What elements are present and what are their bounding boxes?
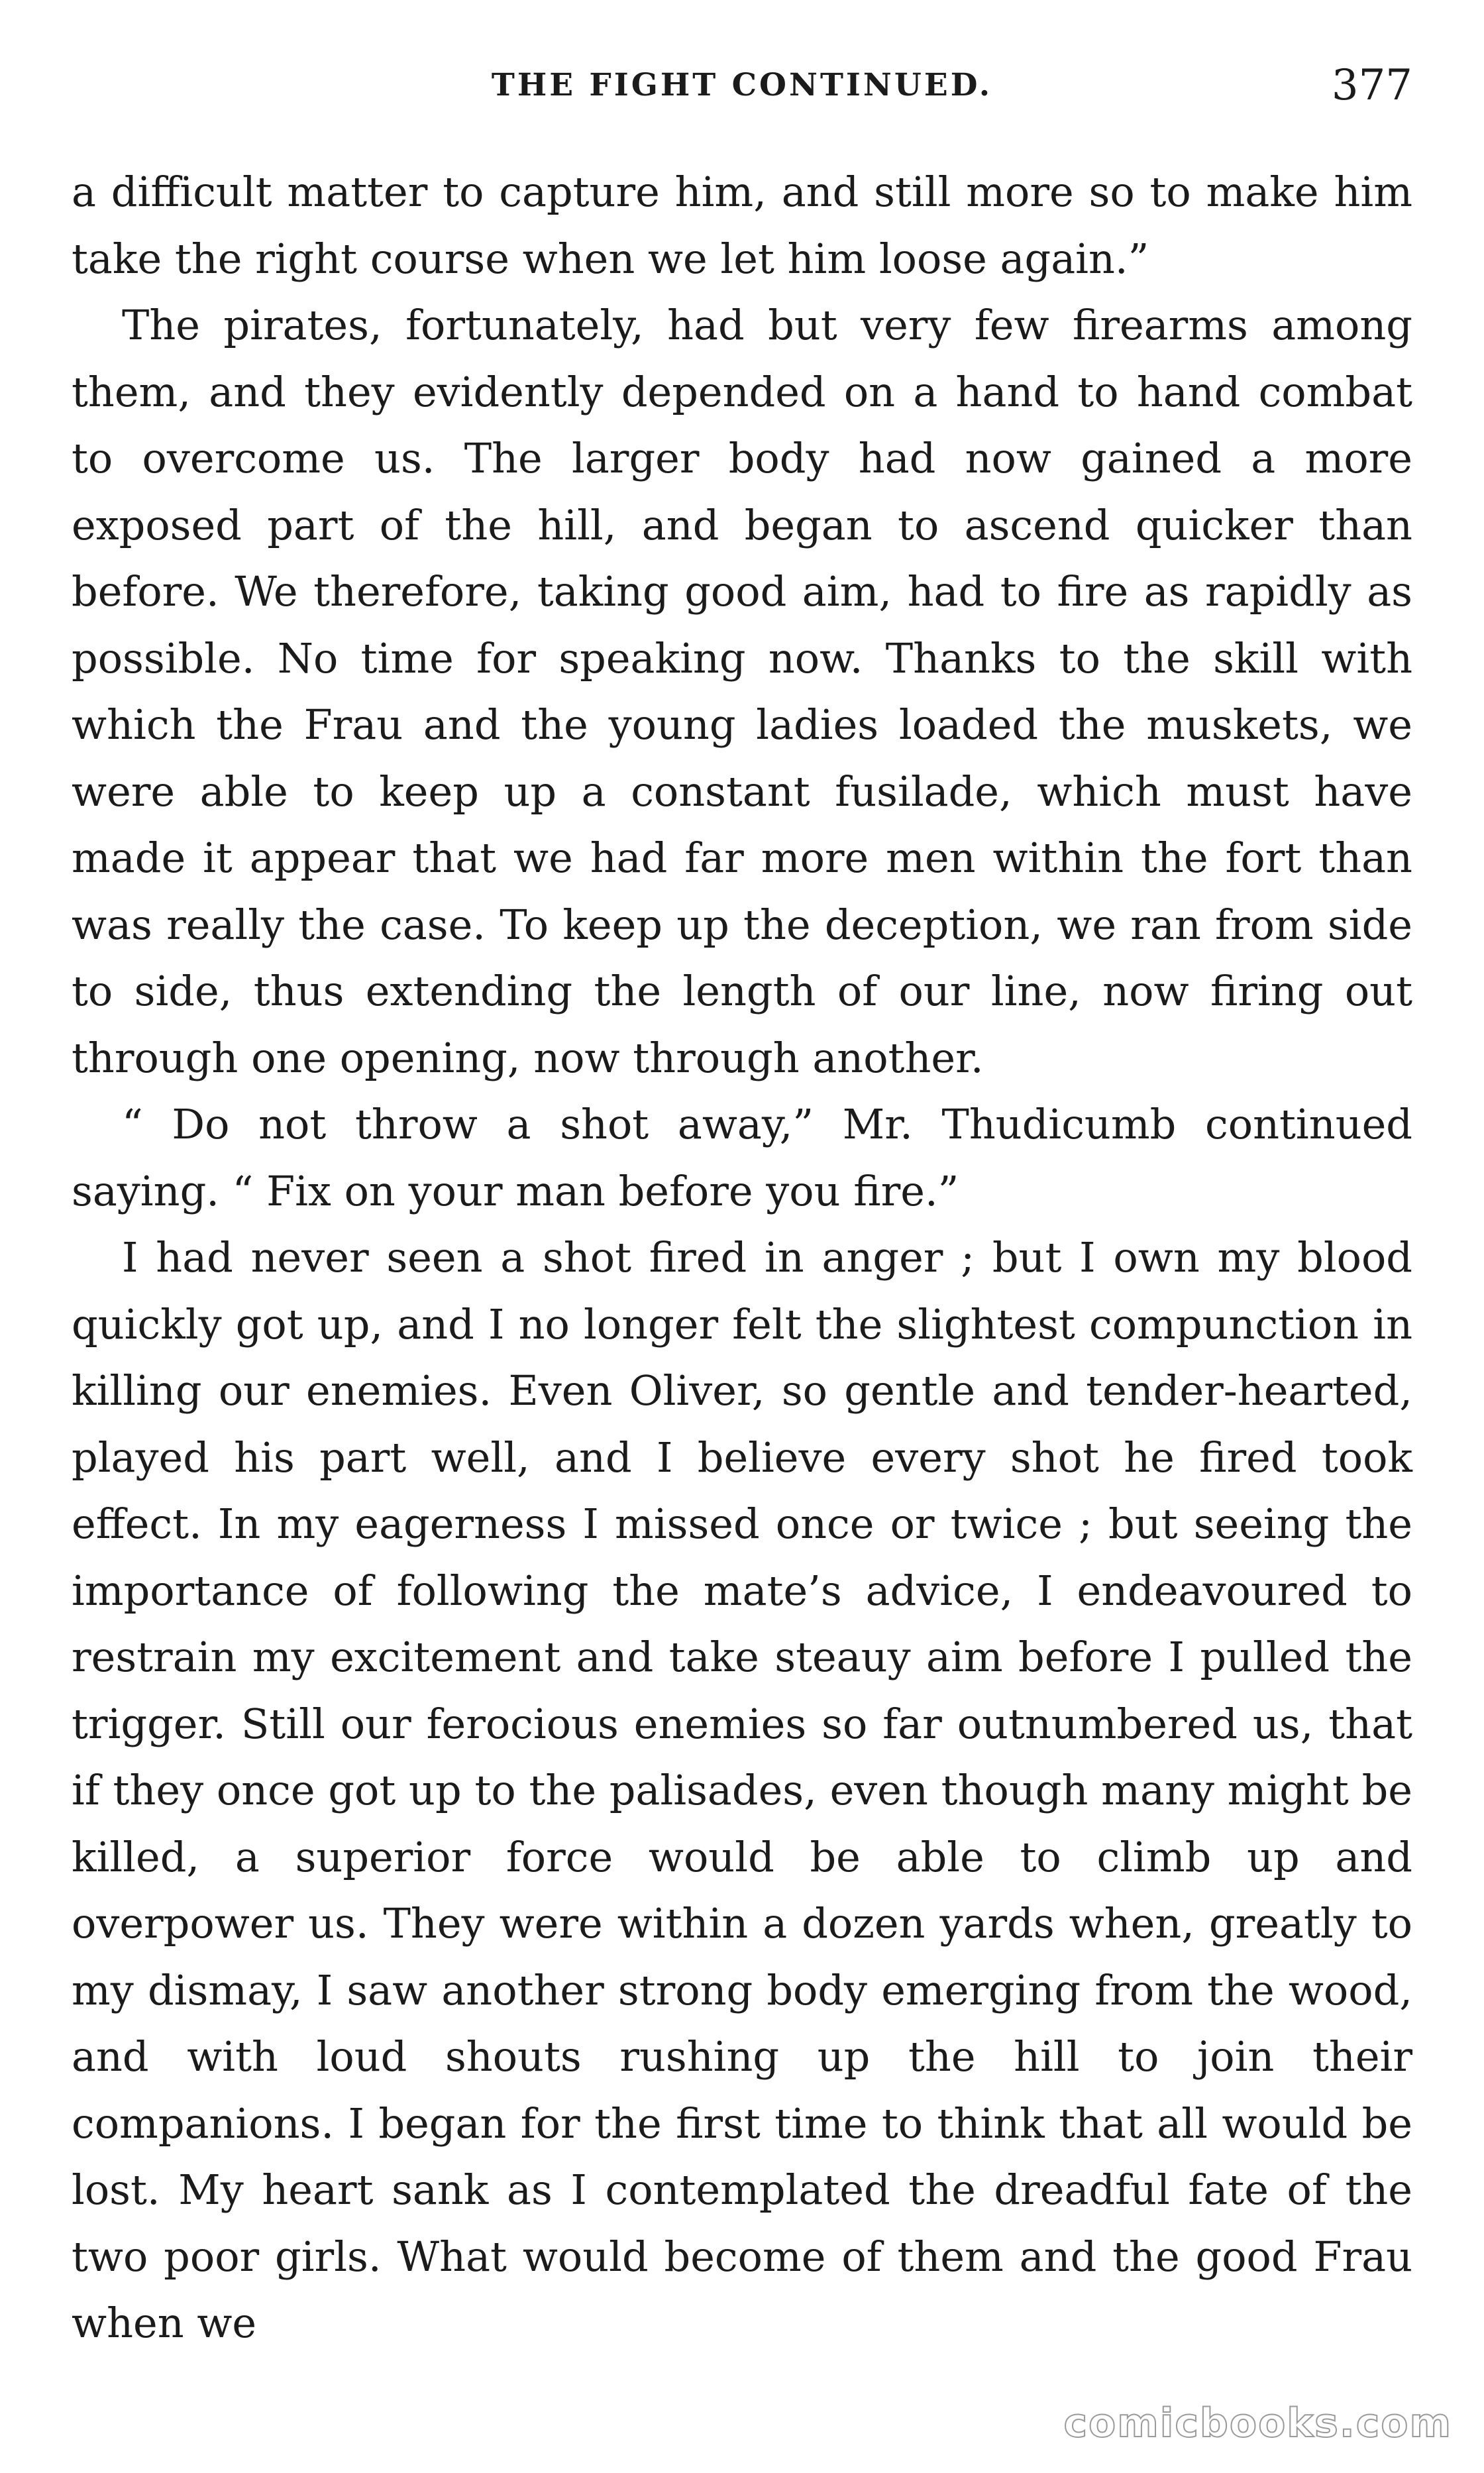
page-number: 377 xyxy=(1331,61,1412,110)
paragraph: “ Do not throw a shot away,” Mr. Thudicumb continued saying. “ Fix on your man before you fire.” xyxy=(72,1100,1412,1215)
paragraph: The pirates, fortunately, had but very few firearms among them, and they evidently depended on a hand to hand combat to overcome us. The larger body had now gained a more exposed part of the hill, and began to ascend quicker than before. We therefore, taking good aim, had to fire as rapidly as possible. No time for speaking now. Thanks to the skill with which the Frau and the young ladies loaded the muskets, we were able to keep up a constant fusilade, which must have made it appear that we had far more men within the fort than was really the case. To keep up the deception, we ran from side to side, thus extending the length of our line, now firing out through one opening, now through another. xyxy=(72,301,1412,1082)
page-header xyxy=(72,56,1412,115)
paragraph-continuation: a difficult matter to capture him, and still more so to make him take the right course when we let him loose again.” xyxy=(72,168,1412,283)
body-text xyxy=(72,159,1412,2357)
running-title: THE FIGHT CONTINUED. xyxy=(491,67,993,103)
watermark: comicbooks.com xyxy=(1063,2400,1452,2446)
paragraph: I had never seen a shot fired in anger ; but I own my blood quickly got up, and I no longer felt the slightest compunction in killing our enemies. Even Oliver, so gentle and tender-hearted, played his part well, and I believe every shot he fired took effect. In my eagerness I missed once or twice ; but seeing the importance of following the mate’s advice, I endeavoured to restrain my excitement and take steauy aim before I pulled the trigger. Still our ferocious enemies so far outnumbered us, that if they once got up to the palisades, even though many might be killed, a superior force would be able to climb up and overpower us. They were within a dozen yards when, greatly to my dismay, I saw another strong body emerging from the wood, and with loud shouts rushing up the hill to join their companions. I began for the first time to think that all would be lost. My heart sank as I contemplated the dreadful fate of the two poor girls. What would become of them and the good Frau when we xyxy=(72,1233,1412,2347)
